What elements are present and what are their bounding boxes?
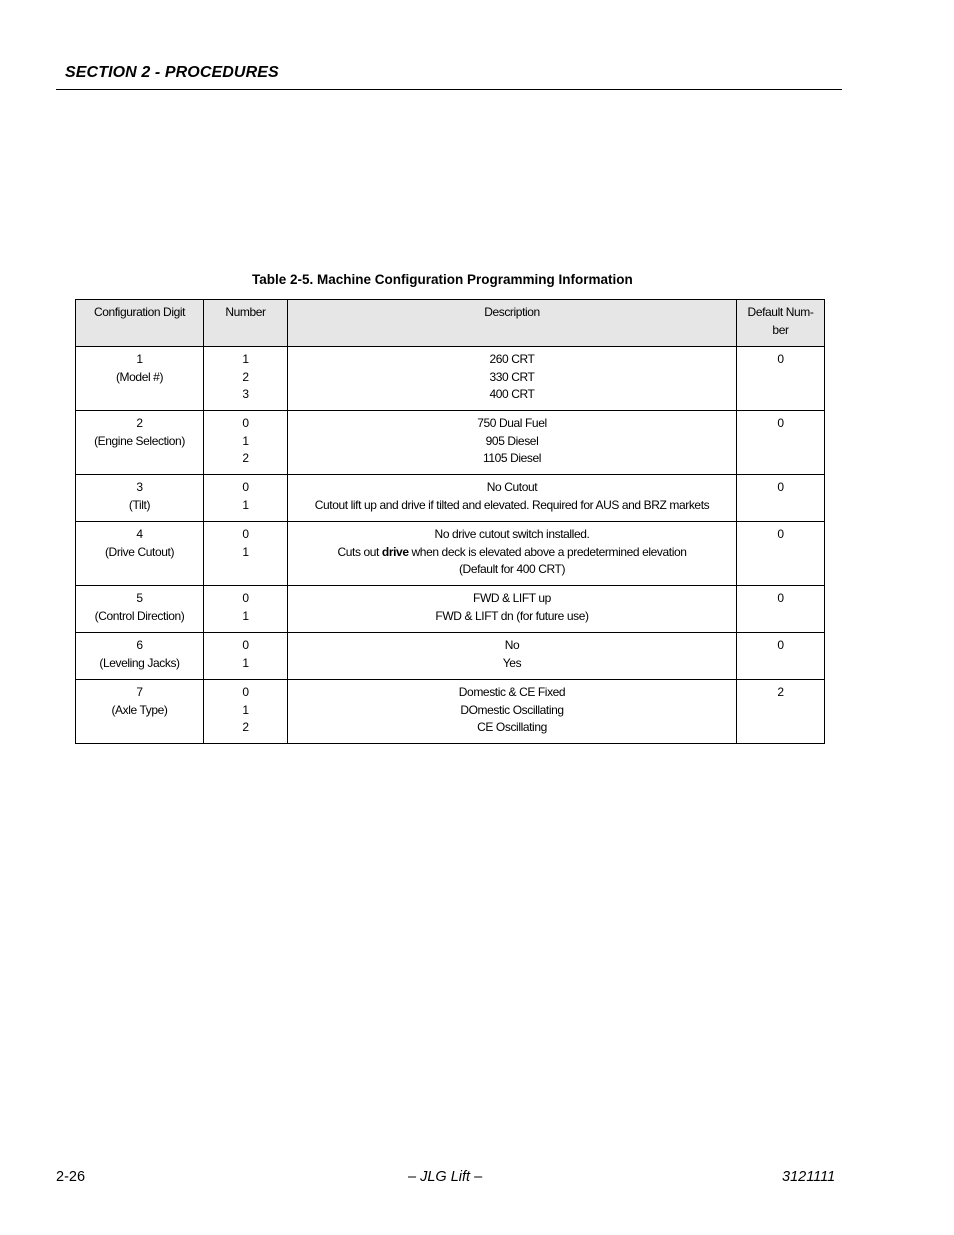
- number-value: 0: [242, 591, 249, 605]
- configuration-digit-cell: [76, 586, 204, 633]
- number-value: 2: [242, 720, 249, 734]
- description-cell: [288, 475, 737, 522]
- description-line: 260 CRT: [489, 352, 535, 366]
- table-row: [76, 347, 825, 411]
- digit-label: (Tilt): [128, 497, 151, 512]
- number-value: 2: [242, 369, 249, 384]
- digit-label: (Engine Selection): [94, 433, 185, 448]
- table-row: [76, 586, 825, 633]
- table-row: [76, 475, 825, 522]
- column-header-configuration-digit: Configuration Digit: [76, 300, 204, 347]
- digit-number: 4: [136, 527, 143, 541]
- digit-number: 3: [136, 480, 143, 494]
- number-cell: [204, 522, 288, 586]
- column-header-default-line: ber: [772, 322, 789, 337]
- description-line: No: [504, 638, 520, 652]
- description-line: Domestic & CE Fixed: [458, 685, 566, 699]
- description-line: [290, 544, 734, 562]
- configuration-digit-cell: [76, 680, 204, 744]
- description-line: Cutout lift up and drive if tilted and elevated. Required for AUS and BRZ markets: [314, 497, 710, 512]
- default-cell: 0: [737, 522, 825, 586]
- description-line: 750 Dual Fuel: [477, 416, 547, 430]
- description-text: Cuts out: [337, 544, 382, 559]
- number-value: 3: [242, 387, 249, 401]
- number-value: 0: [242, 527, 249, 541]
- description-line: (Default for 400 CRT): [458, 562, 566, 576]
- number-cell: [204, 411, 288, 475]
- default-cell: 0: [737, 411, 825, 475]
- description-line: 1105 Diesel: [482, 451, 542, 465]
- description-line: FWD & LIFT up: [473, 591, 551, 605]
- number-value: 0: [242, 416, 249, 430]
- number-cell: [204, 680, 288, 744]
- default-cell: 0: [737, 475, 825, 522]
- description-cell: [288, 586, 737, 633]
- number-cell: [204, 347, 288, 411]
- default-cell: 2: [737, 680, 825, 744]
- column-header-default-number: [737, 300, 825, 347]
- digit-number: 1: [136, 352, 143, 366]
- number-value: 1: [242, 544, 249, 559]
- configuration-digit-cell: [76, 347, 204, 411]
- number-value: 1: [242, 608, 249, 623]
- description-line: No Cutout: [486, 480, 538, 494]
- digit-label: (Control Direction): [94, 608, 185, 623]
- column-header-default-line: Default Num-: [747, 305, 814, 319]
- number-value: 1: [242, 352, 249, 366]
- digit-number: 7: [136, 685, 143, 699]
- description-text: when deck is elevated above a predetermined elevation: [408, 544, 687, 559]
- document-number: 3121111: [782, 1169, 836, 1185]
- number-value: 1: [242, 655, 249, 670]
- digit-label: (Drive Cutout): [104, 544, 175, 559]
- table-row: [76, 522, 825, 586]
- description-line: 400 CRT: [489, 387, 535, 401]
- digit-number: 6: [136, 638, 143, 652]
- footer-publisher: – JLG Lift –: [408, 1169, 483, 1185]
- default-cell: 0: [737, 633, 825, 680]
- description-line: DOmestic Oscillating: [460, 702, 564, 717]
- default-cell: 0: [737, 347, 825, 411]
- header-divider: [56, 89, 842, 90]
- digit-label: (Axle Type): [111, 702, 168, 717]
- number-cell: [204, 633, 288, 680]
- default-cell: 0: [737, 586, 825, 633]
- number-value: 2: [242, 451, 249, 465]
- table-header-row: [76, 300, 825, 347]
- description-line: 330 CRT: [489, 369, 535, 384]
- column-header-number: Number: [204, 300, 288, 347]
- digit-number: 2: [136, 416, 143, 430]
- configuration-digit-cell: [76, 411, 204, 475]
- table-row: [76, 411, 825, 475]
- digit-label: (Model #): [115, 369, 164, 384]
- number-cell: [204, 475, 288, 522]
- description-cell: [288, 522, 737, 586]
- number-cell: [204, 586, 288, 633]
- description-line: 905 Diesel: [485, 433, 539, 448]
- table-title: Table 2-5. Machine Configuration Programming Information: [252, 272, 633, 287]
- number-value: 0: [242, 685, 249, 699]
- description-cell: [288, 411, 737, 475]
- column-header-description: Description: [288, 300, 737, 347]
- section-title: SECTION 2 - PROCEDURES: [65, 64, 279, 81]
- number-value: 1: [242, 497, 249, 512]
- table-row: [76, 680, 825, 744]
- description-line: CE Oscillating: [477, 720, 547, 734]
- description-cell: [288, 633, 737, 680]
- description-cell: [288, 347, 737, 411]
- page-number: 2-26: [56, 1169, 86, 1185]
- digit-label: (Leveling Jacks): [99, 655, 180, 670]
- table-row: [76, 633, 825, 680]
- number-value: 0: [242, 480, 249, 494]
- configuration-digit-cell: [76, 522, 204, 586]
- digit-number: 5: [136, 591, 143, 605]
- description-bold-text: drive: [381, 544, 409, 559]
- description-line: Yes: [502, 655, 522, 670]
- description-line: No drive cutout switch installed.: [434, 527, 590, 541]
- number-value: 1: [242, 433, 249, 448]
- configuration-digit-cell: [76, 633, 204, 680]
- number-value: 1: [242, 702, 249, 717]
- configuration-table: [75, 299, 825, 744]
- number-value: 0: [242, 638, 249, 652]
- configuration-digit-cell: [76, 475, 204, 522]
- description-line: FWD & LIFT dn (for future use): [435, 608, 589, 623]
- description-cell: [288, 680, 737, 744]
